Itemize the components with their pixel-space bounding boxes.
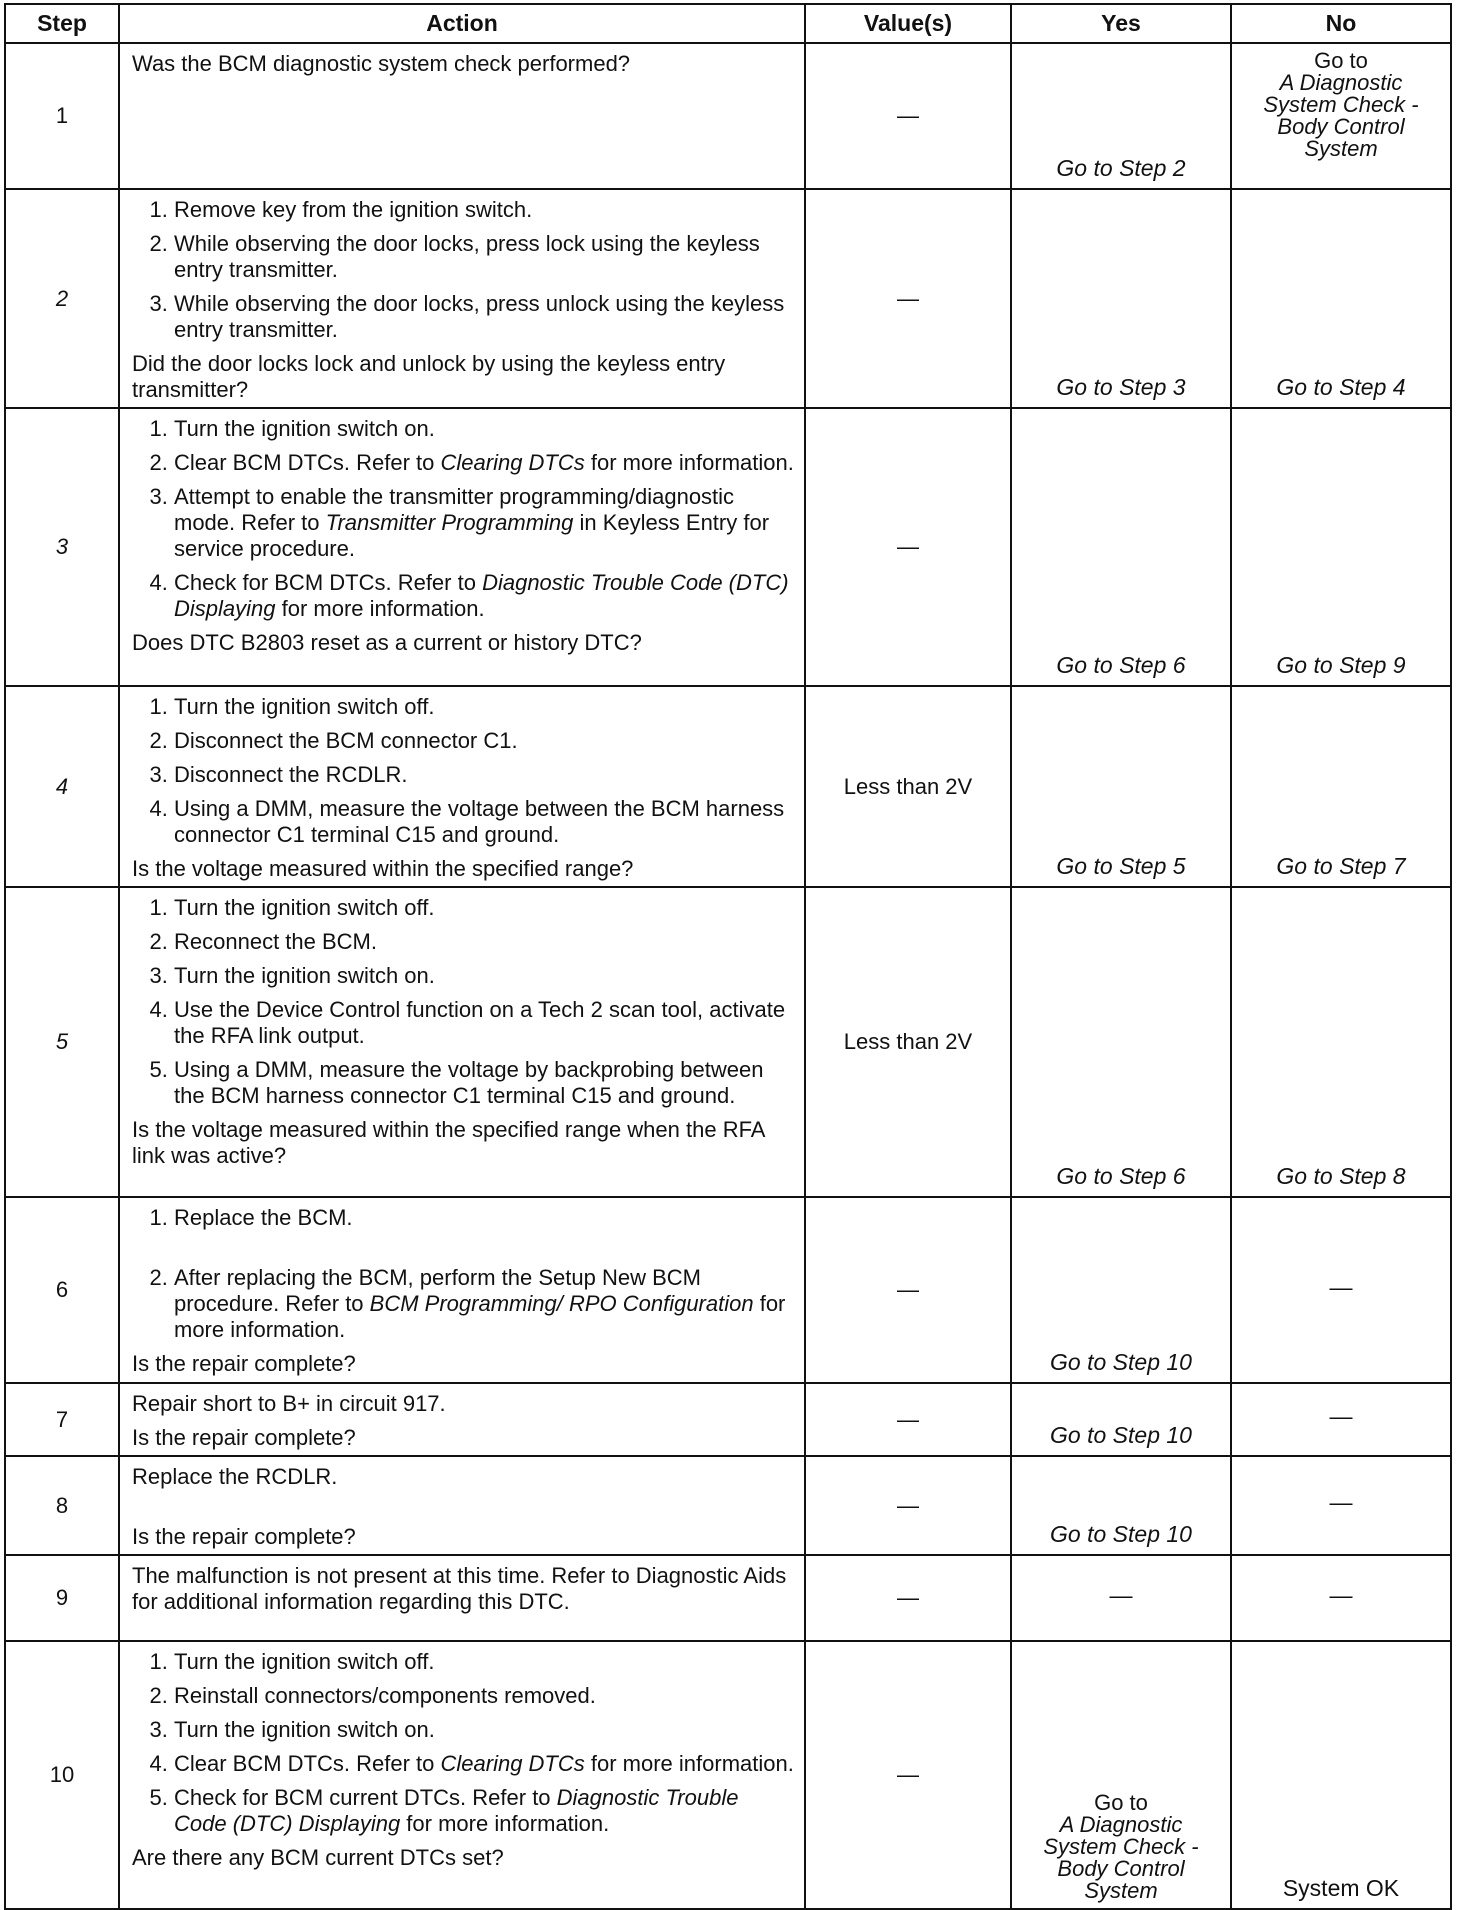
no-cell xyxy=(1231,1456,1451,1555)
dash: — xyxy=(897,285,919,311)
no-cell xyxy=(1231,1555,1451,1641)
value-cell xyxy=(805,1456,1011,1555)
reference: BCM Programming/ RPO Configuration xyxy=(369,1291,754,1316)
action-item: 2. While observing the door locks, press lock using the keyless entry transmitter. xyxy=(174,231,794,283)
action-item: 1. Turn the ignition switch off. xyxy=(174,694,794,720)
action-item xyxy=(174,484,794,562)
action-item: 3. Turn the ignition switch on. xyxy=(174,1717,794,1743)
dash: — xyxy=(1329,1273,1353,1300)
table-row xyxy=(5,1383,1451,1456)
action-question: Does DTC B2803 reset as a current or history DTC? xyxy=(132,630,642,655)
no-link: Go to Step 4 xyxy=(1276,374,1406,400)
header-action: Action xyxy=(119,4,805,43)
no-line: Go to xyxy=(1314,48,1368,73)
no-cell xyxy=(1231,408,1451,686)
no-line: System xyxy=(1304,136,1378,161)
table-row xyxy=(5,408,1451,686)
yes-cell xyxy=(1011,1456,1231,1555)
no-link: Go to Step 7 xyxy=(1276,853,1406,879)
dash: — xyxy=(897,103,919,128)
step-number: 8 xyxy=(5,1456,119,1555)
no-line: Body Control xyxy=(1277,114,1405,139)
no-cell xyxy=(1231,189,1451,408)
action-cell xyxy=(119,1456,805,1555)
no-cell xyxy=(1231,887,1451,1197)
dash: — xyxy=(897,1492,919,1518)
text: Check for BCM current DTCs. Refer to xyxy=(174,1785,557,1810)
yes-link: Go to Step 10 xyxy=(1050,1521,1192,1547)
no-cell xyxy=(1231,1641,1451,1909)
table-row xyxy=(5,1555,1451,1641)
yes-line: System xyxy=(1084,1878,1158,1903)
table-row xyxy=(5,1456,1451,1555)
value-cell xyxy=(805,408,1011,686)
value-cell xyxy=(805,1383,1011,1456)
dash: — xyxy=(1109,1581,1133,1608)
value-cell xyxy=(805,43,1011,189)
action-question: Is the voltage measured within the specified range when the RFA link was active? xyxy=(132,1117,765,1168)
text: for more information. xyxy=(584,1751,794,1776)
header-step: Step xyxy=(5,4,119,43)
reference: Transmitter Programming xyxy=(325,510,574,535)
action-item: 1. Turn the ignition switch off. xyxy=(174,1649,794,1675)
action-cell xyxy=(119,1641,805,1909)
text: Attempt to enable the transmitter programming/diagnostic mode. Refer to xyxy=(174,484,735,535)
action-cell xyxy=(119,686,805,887)
action-cell xyxy=(119,1383,805,1456)
reference: Clearing DTCs xyxy=(440,1751,585,1776)
no-link: System OK xyxy=(1282,1875,1400,1901)
no-link: Go to Step 8 xyxy=(1276,1163,1406,1189)
value-cell: Less than 2V xyxy=(805,686,1011,887)
action-question: Is the repair complete? xyxy=(132,1524,356,1549)
action-cell xyxy=(119,1197,805,1383)
dash: — xyxy=(897,1277,919,1302)
yes-link: Go to Step 3 xyxy=(1056,374,1186,400)
value-cell: Less than 2V xyxy=(805,887,1011,1197)
step-number: 9 xyxy=(5,1555,119,1641)
yes-link: Go to Step 6 xyxy=(1056,652,1186,678)
table-row xyxy=(5,1641,1451,1909)
dash: — xyxy=(897,1585,919,1610)
text: for more information. xyxy=(275,596,485,621)
header-no: No xyxy=(1231,4,1451,43)
action-item: 2. Disconnect the BCM connector C1. xyxy=(174,728,794,754)
action-item xyxy=(174,450,794,476)
action-item: 3. Turn the ignition switch on. xyxy=(174,963,794,989)
table-row xyxy=(5,189,1451,408)
step-number: 1 xyxy=(5,43,119,189)
yes-cell xyxy=(1011,686,1231,887)
action-item: 4. Using a DMM, measure the voltage between the BCM harness connector C1 terminal C15 and ground. xyxy=(174,796,794,848)
text: Check for BCM DTCs. Refer to xyxy=(174,570,483,595)
yes-link: Go to Step 10 xyxy=(1050,1422,1192,1448)
value-cell xyxy=(805,1197,1011,1383)
table-row xyxy=(5,887,1451,1197)
text: in Keyless Entry for service procedure. xyxy=(174,510,770,561)
action-item: 1. Replace the BCM. xyxy=(174,1205,794,1231)
table-row xyxy=(5,1197,1451,1383)
text: for more information. xyxy=(400,1811,610,1836)
text: Clear BCM DTCs. Refer to xyxy=(174,450,441,475)
action-item: 1. Turn the ignition switch on. xyxy=(174,416,794,442)
text: After replacing the BCM, perform the Setup New BCM procedure. Refer to xyxy=(174,1265,701,1316)
action-question: Is the voltage measured within the specified range? xyxy=(132,856,634,881)
yes-line: System Check - xyxy=(1043,1834,1199,1859)
step-number: 4 xyxy=(5,686,119,887)
action-item xyxy=(174,1785,794,1837)
yes-line: Body Control xyxy=(1057,1856,1185,1881)
step-number: 6 xyxy=(5,1197,119,1383)
action-cell xyxy=(119,887,805,1197)
yes-cell xyxy=(1011,887,1231,1197)
action-item: 3. Disconnect the RCDLR. xyxy=(174,762,794,788)
yes-cell xyxy=(1011,43,1231,189)
dash: — xyxy=(1329,1581,1353,1608)
action-item: 4. Use the Device Control function on a Tech 2 scan tool, activate the RFA link output. xyxy=(174,997,794,1049)
step-number: 3 xyxy=(5,408,119,686)
reference: Diagnostic Trouble Code (DTC) Displaying xyxy=(174,1785,739,1836)
no-line: System Check - xyxy=(1263,92,1419,117)
dash: — xyxy=(897,1762,919,1787)
action-item: 2. Reconnect the BCM. xyxy=(174,929,794,955)
table-row xyxy=(5,43,1451,189)
action-question: Did the door locks lock and unlock by using the keyless entry transmitter? xyxy=(132,351,726,402)
no-cell xyxy=(1231,1383,1451,1456)
action-question: Is the repair complete? xyxy=(132,1351,356,1376)
action-line: Repair short to B+ in circuit 917. xyxy=(132,1391,446,1416)
dash: — xyxy=(1329,1489,1353,1515)
action-question: Is the repair complete? xyxy=(132,1425,356,1450)
action-item xyxy=(174,1751,794,1777)
reference: Diagnostic Trouble Code (DTC) Displaying xyxy=(174,570,789,621)
step-number: 10 xyxy=(5,1641,119,1909)
header-values: Value(s) xyxy=(805,4,1011,43)
action-item: 2. Reinstall connectors/components removed. xyxy=(174,1683,794,1709)
yes-cell xyxy=(1011,1641,1231,1909)
action-cell xyxy=(119,408,805,686)
reference: Clearing DTCs xyxy=(440,450,585,475)
action-item: 5. Using a DMM, measure the voltage by backprobing between the BCM harness connector C1 terminal C15 and ground. xyxy=(174,1057,794,1109)
yes-link: Go to Step 5 xyxy=(1056,853,1186,879)
text: for more information. xyxy=(174,1291,786,1342)
step-number: 7 xyxy=(5,1383,119,1456)
text: Clear BCM DTCs. Refer to xyxy=(174,1751,441,1776)
step-number: 5 xyxy=(5,887,119,1197)
action-cell xyxy=(119,43,805,189)
action-question: Was the BCM diagnostic system check performed? xyxy=(132,51,631,76)
action-item xyxy=(174,570,794,622)
value-cell xyxy=(805,1555,1011,1641)
header-yes: Yes xyxy=(1011,4,1231,43)
step-number: 2 xyxy=(5,189,119,408)
no-line: A Diagnostic xyxy=(1279,70,1403,95)
action-line: Replace the RCDLR. xyxy=(132,1464,338,1489)
action-line: The malfunction is not present at this time. Refer to Diagnostic Aids for additional information regarding this DTC. xyxy=(132,1563,787,1614)
action-item: 1. Turn the ignition switch off. xyxy=(174,895,794,921)
header-row xyxy=(5,4,1451,43)
action-question: Are there any BCM current DTCs set? xyxy=(132,1845,504,1870)
diagnostic-table xyxy=(4,3,1452,1910)
yes-line: Go to xyxy=(1094,1790,1148,1815)
no-link: Go to Step 9 xyxy=(1276,652,1406,678)
action-item xyxy=(174,1265,794,1343)
yes-cell xyxy=(1011,408,1231,686)
dash: — xyxy=(897,1406,919,1432)
table-row xyxy=(5,686,1451,887)
value-cell xyxy=(805,1641,1011,1909)
text: for more information. xyxy=(584,450,794,475)
yes-line: A Diagnostic xyxy=(1059,1812,1183,1837)
no-cell xyxy=(1231,1197,1451,1383)
yes-cell xyxy=(1011,1555,1231,1641)
action-item: 1. Remove key from the ignition switch. xyxy=(174,197,794,223)
yes-cell xyxy=(1011,189,1231,408)
yes-link: Go to Step 6 xyxy=(1056,1163,1186,1189)
no-cell xyxy=(1231,686,1451,887)
action-cell xyxy=(119,189,805,408)
yes-cell xyxy=(1011,1197,1231,1383)
yes-link: Go to Step 10 xyxy=(1050,1349,1192,1375)
value-cell xyxy=(805,189,1011,408)
dash: — xyxy=(897,534,919,559)
action-cell xyxy=(119,1555,805,1641)
yes-cell xyxy=(1011,1383,1231,1456)
dash: — xyxy=(1329,1403,1353,1429)
action-item: 3. While observing the door locks, press unlock using the keyless entry transmitter. xyxy=(174,291,794,343)
no-cell xyxy=(1231,43,1451,189)
yes-link: Go to Step 2 xyxy=(1056,155,1186,181)
